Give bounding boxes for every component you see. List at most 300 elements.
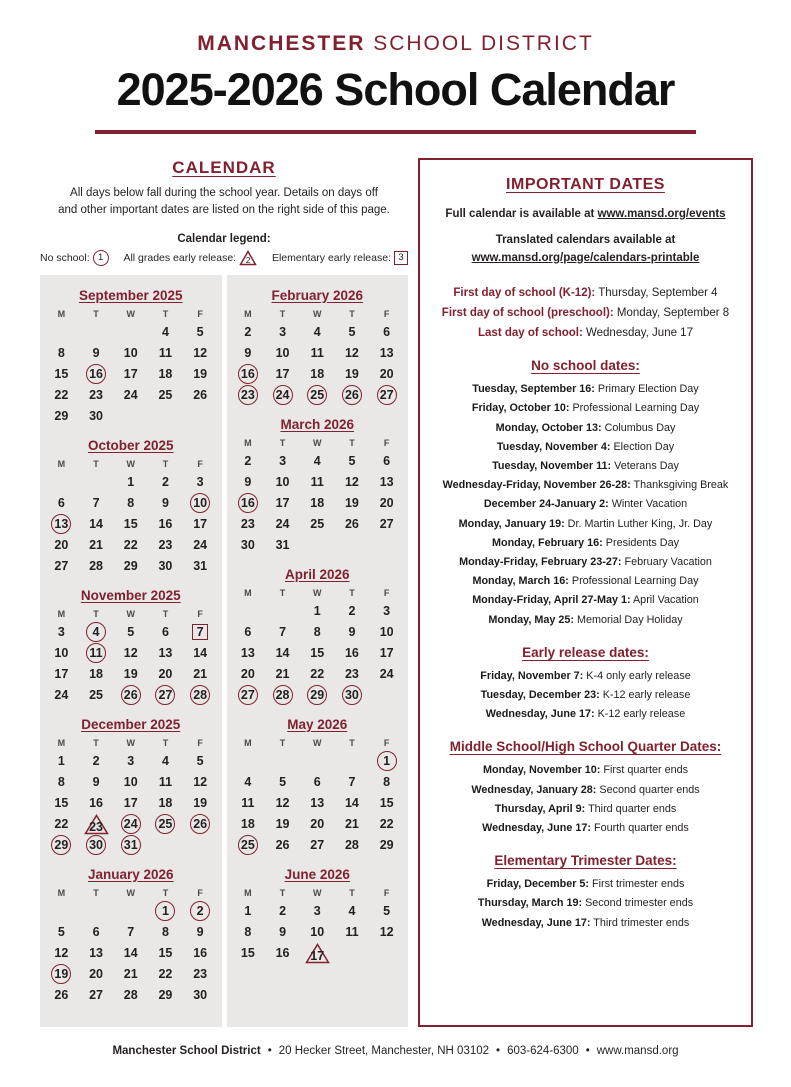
day-cell: 4 bbox=[313, 454, 321, 468]
important-date-desc: Professional Learning Day bbox=[569, 402, 700, 415]
important-date-item bbox=[430, 611, 741, 630]
day-cell: 29 bbox=[123, 559, 138, 573]
important-date-desc: Columbus Day bbox=[601, 421, 676, 434]
weekday-header: T bbox=[162, 308, 169, 319]
empty-day-cell bbox=[369, 943, 404, 964]
week-row bbox=[44, 685, 218, 706]
no-school-circle-mark: 30 bbox=[342, 685, 362, 705]
weekday-header: M bbox=[244, 308, 252, 319]
month-september-2025 bbox=[44, 288, 218, 427]
weekday-header-row bbox=[231, 307, 405, 322]
day-cell: 5 bbox=[127, 625, 135, 639]
day-cell: 15 bbox=[123, 517, 138, 531]
important-dates-heading: IMPORTANT DATES bbox=[506, 176, 665, 193]
day-number: 2 bbox=[245, 254, 251, 265]
no-school-circle-mark: 25 bbox=[307, 385, 327, 405]
weekday-header: T bbox=[93, 887, 99, 898]
day-cell: 24 bbox=[54, 688, 69, 702]
day-cell: 8 bbox=[244, 925, 252, 939]
footer-website-link[interactable]: www.mansd.org bbox=[596, 1044, 679, 1057]
weekday-header: T bbox=[162, 608, 169, 619]
no-school-circle-mark: 29 bbox=[307, 685, 327, 705]
elementary-early-release-square-mark: 3 bbox=[394, 251, 408, 265]
important-date-desc: Presidents Day bbox=[602, 536, 679, 549]
day-cell: 15 bbox=[240, 946, 255, 960]
day-cell: 5 bbox=[348, 325, 356, 339]
key-date-label: Last day of school: bbox=[478, 327, 583, 339]
day-cell bbox=[44, 835, 79, 856]
day-cell bbox=[231, 385, 266, 406]
day-cell: 17 bbox=[123, 796, 138, 810]
day-cell: 10 bbox=[123, 346, 138, 360]
day-cell: 9 bbox=[244, 346, 252, 360]
day-cell: 22 bbox=[379, 817, 394, 831]
week-row bbox=[44, 472, 218, 493]
day-cell: 1 bbox=[57, 754, 65, 768]
day-cell: 2 bbox=[244, 325, 252, 339]
weekday-header: F bbox=[197, 737, 203, 748]
translated-calendars-link[interactable]: www.mansd.org/page/calendars-printable bbox=[471, 251, 700, 264]
day-cell bbox=[231, 835, 266, 856]
weekday-header: T bbox=[349, 887, 355, 898]
weekday-header: W bbox=[126, 887, 135, 898]
week-row bbox=[44, 943, 218, 964]
day-cell: 14 bbox=[344, 796, 359, 810]
day-cell: 17 bbox=[54, 667, 69, 681]
day-cell: 19 bbox=[344, 496, 359, 510]
day-cell: 6 bbox=[244, 625, 252, 639]
no-school-circle-mark: 27 bbox=[155, 685, 175, 705]
weekday-header: M bbox=[244, 437, 252, 448]
day-cell: 11 bbox=[158, 775, 173, 789]
no-school-circle-mark: 26 bbox=[121, 685, 141, 705]
day-cell: 7 bbox=[279, 625, 287, 639]
calendar-description-line1: All days below fall during the school year. Details on days off bbox=[70, 187, 378, 199]
day-cell: 12 bbox=[193, 775, 208, 789]
day-cell: 3 bbox=[313, 904, 321, 918]
day-cell: 13 bbox=[310, 796, 325, 810]
important-date-item bbox=[430, 457, 741, 476]
day-cell: 29 bbox=[379, 838, 394, 852]
important-date-desc: Fourth quarter ends bbox=[590, 821, 689, 834]
important-date-label: Monday, November 10: bbox=[482, 764, 601, 777]
day-cell: 22 bbox=[54, 817, 69, 831]
empty-day-cell bbox=[79, 472, 114, 493]
day-cell bbox=[300, 943, 335, 964]
day-cell: 6 bbox=[383, 454, 391, 468]
day-cell bbox=[300, 385, 335, 406]
month-title: June 2026 bbox=[284, 866, 350, 882]
important-date-label: Monday, October 13: bbox=[495, 421, 602, 434]
footer-separator: • bbox=[267, 1044, 272, 1057]
important-date-desc: K-12 early release bbox=[594, 708, 686, 721]
day-cell: 2 bbox=[244, 454, 252, 468]
day-cell: 10 bbox=[310, 925, 325, 939]
day-cell: 8 bbox=[313, 625, 321, 639]
day-cell: 25 bbox=[158, 388, 173, 402]
weekday-header-row bbox=[231, 586, 405, 601]
day-cell: 24 bbox=[193, 538, 208, 552]
day-cell: 13 bbox=[379, 475, 394, 489]
page-title: 2025-2026 School Calendar bbox=[116, 64, 675, 115]
important-date-label: Friday, October 10: bbox=[471, 402, 570, 415]
weekday-header: T bbox=[279, 737, 286, 748]
no-school-circle-mark: 25 bbox=[155, 814, 175, 834]
important-date-item bbox=[430, 553, 741, 572]
day-cell bbox=[300, 685, 335, 706]
day-cell: 19 bbox=[193, 796, 208, 810]
week-row bbox=[44, 514, 218, 535]
elementary-early-release-square-mark: 7 bbox=[192, 624, 208, 640]
important-date-item bbox=[430, 380, 741, 399]
important-date-desc: K-12 early release bbox=[599, 688, 691, 701]
weekday-header-row bbox=[231, 436, 405, 451]
important-date-label: Tuesday, November 11: bbox=[492, 459, 612, 472]
weekday-header: W bbox=[312, 737, 322, 748]
weekday-header: F bbox=[383, 308, 390, 319]
empty-day-cell bbox=[335, 751, 370, 772]
weekday-header-row bbox=[231, 886, 405, 901]
day-cell: 27 bbox=[54, 559, 69, 573]
empty-day-cell bbox=[44, 322, 79, 343]
important-date-item bbox=[430, 800, 741, 819]
day-cell: 5 bbox=[383, 904, 391, 918]
empty-day-cell bbox=[183, 835, 218, 856]
no-school-circle-mark: 13 bbox=[51, 514, 71, 534]
important-date-item bbox=[430, 399, 741, 418]
no-school-circle-mark: 23 bbox=[238, 385, 258, 405]
day-cell: 9 bbox=[244, 475, 252, 489]
no-school-circle-mark: 27 bbox=[377, 385, 397, 405]
day-cell: 5 bbox=[348, 454, 356, 468]
month-june-2026 bbox=[231, 867, 405, 964]
calendar-heading: CALENDAR bbox=[172, 158, 276, 177]
important-date-desc: Third trimester ends bbox=[590, 916, 690, 929]
no-school-circle-mark: 28 bbox=[273, 685, 293, 705]
important-date-label: Monday, February 16: bbox=[491, 536, 603, 549]
weekday-header: T bbox=[349, 737, 355, 748]
day-cell: 16 bbox=[344, 646, 359, 660]
week-row bbox=[231, 385, 405, 406]
weekday-header: M bbox=[244, 737, 252, 748]
week-row bbox=[231, 664, 405, 685]
month-january-2026 bbox=[44, 867, 218, 1006]
day-cell bbox=[183, 814, 218, 835]
calendar-column bbox=[40, 158, 408, 1027]
week-row bbox=[44, 493, 218, 514]
important-date-item bbox=[430, 761, 741, 780]
important-date-item bbox=[430, 914, 741, 933]
day-cell: 8 bbox=[57, 775, 65, 789]
important-date-desc: Professional Learning Day bbox=[568, 575, 699, 588]
weekday-header: M bbox=[57, 737, 66, 748]
day-cell: 4 bbox=[244, 775, 252, 789]
no-school-circle-mark: 26 bbox=[342, 385, 362, 405]
day-cell bbox=[113, 814, 148, 835]
empty-day-cell bbox=[113, 901, 148, 922]
empty-day-cell bbox=[231, 751, 266, 772]
day-cell bbox=[335, 685, 370, 706]
day-cell: 28 bbox=[89, 559, 103, 573]
important-dates-box bbox=[418, 158, 753, 1027]
month-october-2025 bbox=[44, 438, 218, 577]
important-date-item bbox=[430, 819, 741, 838]
important-date-label: Wednesday, June 17: bbox=[481, 916, 591, 929]
day-cell: 26 bbox=[275, 838, 290, 852]
section-heading: Early release dates: bbox=[522, 644, 649, 660]
day-cell bbox=[148, 685, 183, 706]
no-school-circle-mark: 19 bbox=[51, 964, 71, 984]
full-calendar-prefix: Full calendar is available at bbox=[445, 208, 598, 220]
weekday-header: T bbox=[349, 308, 355, 319]
important-date-item bbox=[430, 781, 741, 800]
day-cell: 2 bbox=[348, 604, 356, 618]
day-cell: 14 bbox=[275, 646, 290, 660]
week-row bbox=[231, 643, 405, 664]
day-cell: 14 bbox=[193, 646, 208, 660]
month-title: February 2026 bbox=[271, 287, 364, 303]
month-february-2026 bbox=[231, 288, 405, 406]
day-cell: 3 bbox=[127, 754, 135, 768]
legend-title: Calendar legend: bbox=[177, 232, 271, 245]
day-cell: 4 bbox=[313, 325, 321, 339]
important-date-desc: Second quarter ends bbox=[596, 783, 700, 796]
events-link[interactable]: www.mansd.org/events bbox=[597, 208, 726, 220]
empty-day-cell bbox=[300, 751, 335, 772]
day-cell: 18 bbox=[89, 667, 103, 681]
key-date-value: Wednesday, June 17 bbox=[582, 327, 693, 339]
month-title: March 2026 bbox=[280, 416, 355, 432]
important-date-desc: Veterans Day bbox=[611, 459, 679, 472]
day-cell bbox=[265, 685, 300, 706]
important-date-desc: K-4 only early release bbox=[583, 669, 691, 682]
day-cell: 14 bbox=[123, 946, 138, 960]
important-dates-sections bbox=[430, 358, 741, 933]
month-april-2026 bbox=[231, 567, 405, 706]
week-row bbox=[44, 343, 218, 364]
day-cell: 11 bbox=[310, 346, 324, 360]
month-title: April 2026 bbox=[284, 566, 350, 582]
full-calendar-line bbox=[430, 206, 741, 223]
empty-day-cell bbox=[44, 901, 79, 922]
week-row bbox=[44, 643, 218, 664]
no-school-circle-mark: 11 bbox=[86, 643, 106, 663]
day-cell: 25 bbox=[89, 688, 103, 702]
section-heading: Elementary Trimester Dates: bbox=[494, 853, 677, 869]
day-cell: 5 bbox=[279, 775, 287, 789]
all-grades-early-release-triangle-mark bbox=[84, 814, 109, 835]
day-cell: 17 bbox=[275, 367, 290, 381]
day-number: 17 bbox=[310, 948, 325, 963]
day-cell: 11 bbox=[158, 346, 173, 360]
day-cell: 22 bbox=[54, 388, 69, 402]
week-row bbox=[231, 772, 405, 793]
weekday-header: T bbox=[279, 587, 286, 598]
important-date-desc: Third quarter ends bbox=[585, 802, 677, 815]
no-school-circle-mark: 26 bbox=[190, 814, 210, 834]
day-cell: 27 bbox=[310, 838, 325, 852]
day-cell: 18 bbox=[158, 367, 173, 381]
weekday-header: W bbox=[312, 437, 322, 448]
day-cell bbox=[183, 622, 218, 643]
header bbox=[0, 32, 791, 134]
week-row bbox=[231, 535, 405, 556]
no-school-circle-mark: 16 bbox=[86, 364, 106, 384]
weekday-header: M bbox=[57, 887, 66, 898]
week-row bbox=[231, 943, 405, 964]
section-heading: No school dates: bbox=[531, 358, 640, 374]
weekday-header: T bbox=[162, 458, 169, 469]
day-cell: 2 bbox=[161, 475, 169, 489]
key-date-line bbox=[430, 303, 741, 323]
week-row bbox=[44, 922, 218, 943]
day-cell: 15 bbox=[379, 796, 394, 810]
weekday-header: T bbox=[349, 437, 355, 448]
week-row bbox=[44, 751, 218, 772]
day-cell: 3 bbox=[383, 604, 391, 618]
week-row bbox=[44, 535, 218, 556]
weekday-header-row bbox=[44, 457, 218, 472]
weekday-header-row bbox=[44, 607, 218, 622]
important-date-desc: Second trimester ends bbox=[582, 897, 694, 910]
day-cell: 1 bbox=[313, 604, 321, 618]
day-cell bbox=[79, 364, 114, 385]
weekday-header-row bbox=[44, 736, 218, 751]
important-date-item bbox=[430, 875, 741, 894]
weekday-header: F bbox=[383, 887, 390, 898]
weekday-header: T bbox=[349, 587, 355, 598]
no-school-circle-mark: 29 bbox=[51, 835, 71, 855]
important-date-item bbox=[430, 572, 741, 591]
day-cell: 7 bbox=[92, 496, 100, 510]
important-date-item bbox=[430, 534, 741, 553]
week-row bbox=[231, 601, 405, 622]
key-dates bbox=[430, 283, 741, 343]
week-row bbox=[231, 493, 405, 514]
important-date-label: Tuesday, November 4: bbox=[496, 440, 611, 453]
day-cell bbox=[183, 685, 218, 706]
week-row bbox=[231, 901, 405, 922]
key-date-line bbox=[430, 283, 741, 303]
weekday-header: T bbox=[162, 737, 169, 748]
week-row bbox=[44, 793, 218, 814]
important-date-desc: February Vacation bbox=[621, 555, 712, 568]
important-date-desc: First quarter ends bbox=[600, 764, 688, 777]
legend-label: No school: bbox=[40, 251, 90, 264]
day-cell: 22 bbox=[310, 667, 325, 681]
day-cell: 31 bbox=[275, 538, 290, 552]
day-cell: 3 bbox=[57, 625, 65, 639]
key-date-value: Monday, September 8 bbox=[613, 306, 730, 319]
day-cell bbox=[44, 514, 79, 535]
important-date-item bbox=[430, 438, 741, 457]
day-cell: 3 bbox=[279, 325, 287, 339]
important-date-item bbox=[430, 894, 741, 913]
week-row bbox=[44, 835, 218, 856]
important-date-item bbox=[430, 515, 741, 534]
day-cell: 7 bbox=[127, 925, 135, 939]
day-cell: 21 bbox=[275, 667, 290, 681]
no-school-circle-mark: 1 bbox=[93, 250, 109, 266]
day-cell: 12 bbox=[379, 925, 394, 939]
day-cell: 11 bbox=[310, 475, 324, 489]
no-school-circle-mark: 16 bbox=[238, 493, 258, 513]
day-cell: 3 bbox=[196, 475, 204, 489]
day-cell: 13 bbox=[379, 346, 394, 360]
empty-day-cell bbox=[44, 472, 79, 493]
day-cell: 6 bbox=[313, 775, 321, 789]
empty-day-cell bbox=[113, 322, 148, 343]
weekday-header: W bbox=[312, 308, 322, 319]
day-cell: 31 bbox=[193, 559, 208, 573]
week-row bbox=[231, 472, 405, 493]
weekday-header: W bbox=[312, 887, 322, 898]
day-cell: 9 bbox=[92, 775, 100, 789]
weekday-header: F bbox=[383, 437, 390, 448]
day-cell: 2 bbox=[92, 754, 100, 768]
day-cell bbox=[113, 835, 148, 856]
day-cell: 16 bbox=[193, 946, 208, 960]
day-cell: 4 bbox=[348, 904, 356, 918]
important-date-item bbox=[430, 419, 741, 438]
day-cell: 22 bbox=[158, 967, 173, 981]
week-row bbox=[231, 343, 405, 364]
day-cell bbox=[113, 685, 148, 706]
weekday-header: F bbox=[197, 608, 203, 619]
important-date-item bbox=[430, 591, 741, 610]
day-cell: 19 bbox=[344, 367, 359, 381]
day-cell: 20 bbox=[379, 367, 394, 381]
important-date-desc: Winter Vacation bbox=[608, 498, 688, 511]
weekday-header: W bbox=[126, 608, 135, 619]
week-row bbox=[44, 772, 218, 793]
day-cell: 17 bbox=[379, 646, 394, 660]
calendar-legend bbox=[40, 250, 408, 266]
day-cell: 30 bbox=[240, 538, 255, 552]
day-cell: 26 bbox=[193, 388, 208, 402]
translated-calendars-text: Translated calendars available at bbox=[495, 234, 676, 247]
important-date-label: Monday, January 19: bbox=[458, 517, 565, 530]
month-title: September 2025 bbox=[78, 287, 183, 303]
day-cell: 10 bbox=[54, 646, 69, 660]
important-date-item bbox=[430, 495, 741, 514]
weekday-header-row bbox=[44, 886, 218, 901]
day-cell: 16 bbox=[89, 796, 103, 810]
all-grades-early-release-triangle-mark bbox=[305, 943, 330, 964]
day-cell: 10 bbox=[275, 346, 290, 360]
important-date-label: Wednesday, January 28: bbox=[471, 783, 597, 796]
day-cell: 12 bbox=[275, 796, 290, 810]
no-school-circle-mark: 16 bbox=[238, 364, 258, 384]
empty-day-cell bbox=[369, 685, 404, 706]
week-row bbox=[44, 901, 218, 922]
day-cell: 19 bbox=[193, 367, 208, 381]
month-panel-left bbox=[40, 275, 222, 1027]
month-december-2025 bbox=[44, 717, 218, 856]
day-cell: 9 bbox=[279, 925, 287, 939]
day-cell bbox=[369, 385, 404, 406]
important-date-desc: April Vacation bbox=[630, 594, 699, 607]
week-row bbox=[44, 814, 218, 835]
day-cell: 30 bbox=[193, 988, 208, 1002]
week-row bbox=[231, 814, 405, 835]
day-cell: 21 bbox=[193, 667, 208, 681]
week-row bbox=[231, 793, 405, 814]
weekday-header: T bbox=[279, 308, 286, 319]
weekday-header: F bbox=[383, 737, 390, 748]
day-cell: 24 bbox=[379, 667, 394, 681]
no-school-circle-mark: 10 bbox=[190, 493, 210, 513]
